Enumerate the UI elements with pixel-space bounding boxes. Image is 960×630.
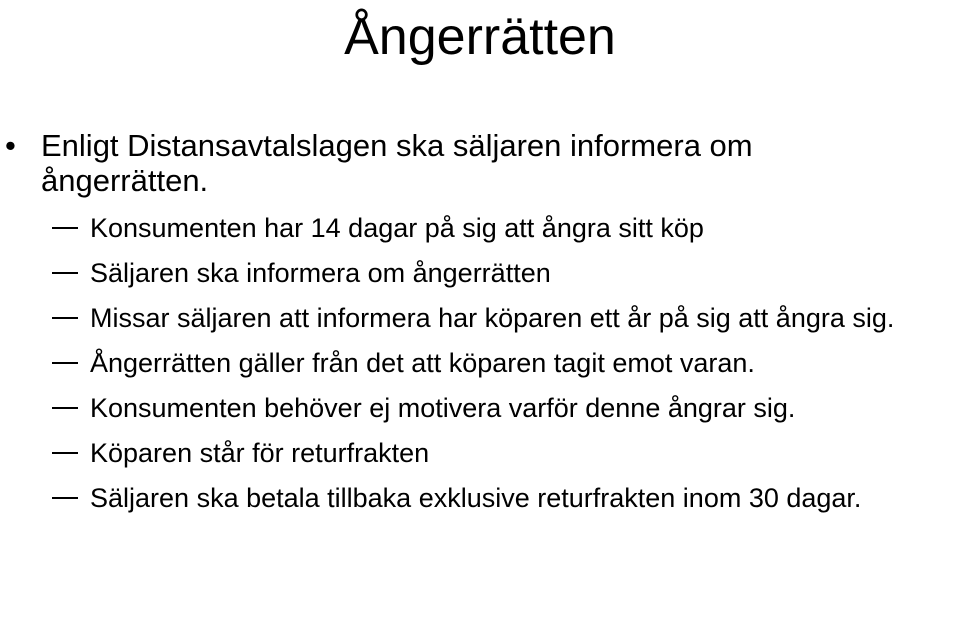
sub-bullet-text: Konsumenten har 14 dagar på sig att ångra sitt köp bbox=[90, 213, 704, 243]
sub-bullet-text: Konsumenten behöver ej motivera varför denne ångrar sig. bbox=[90, 393, 796, 423]
sub-bullet-list bbox=[41, 212, 920, 514]
dash-icon bbox=[52, 317, 78, 319]
dash-icon bbox=[52, 452, 78, 454]
sub-bullet-text: Missar säljaren att informera har köparen ett år på sig att ångra sig. bbox=[90, 303, 895, 333]
dash-icon bbox=[52, 407, 78, 409]
bullet-icon: • bbox=[5, 128, 16, 163]
sub-bullet-item bbox=[0, 392, 920, 424]
dash-icon bbox=[52, 497, 78, 499]
main-bullet-item bbox=[0, 128, 960, 514]
sub-bullet-item bbox=[0, 257, 920, 289]
sub-bullet-text: Säljaren ska betala tillbaka exklusive returfrakten inom 30 dagar. bbox=[90, 483, 862, 513]
dash-icon bbox=[52, 362, 78, 364]
slide-title: Ångerrätten bbox=[344, 8, 616, 66]
sub-bullet-item bbox=[0, 302, 920, 334]
sub-bullet-text: Köparen står för returfrakten bbox=[90, 438, 430, 468]
sub-bullet-text: Säljaren ska informera om ångerrätten bbox=[90, 258, 551, 288]
dash-icon bbox=[52, 227, 78, 229]
main-bullet-text: Enligt Distansavtalslagen ska säljaren informera om ångerrätten. bbox=[41, 128, 753, 198]
sub-bullet-item bbox=[0, 347, 920, 379]
dash-icon bbox=[52, 272, 78, 274]
sub-bullet-text: Ångerrätten gäller från det att köparen tagit emot varan. bbox=[90, 348, 755, 378]
sub-bullet-item bbox=[0, 437, 920, 469]
bullet-list bbox=[0, 128, 960, 527]
sub-bullet-item bbox=[0, 482, 920, 514]
sub-bullet-item bbox=[0, 212, 920, 244]
